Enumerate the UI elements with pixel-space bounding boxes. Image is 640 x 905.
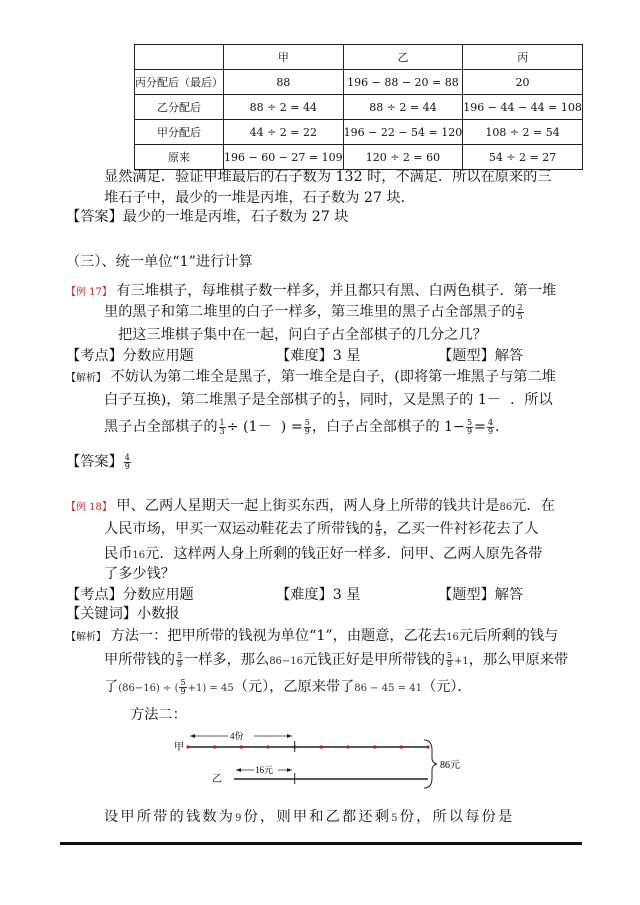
table-row: [135, 70, 583, 95]
table-cell: 54 ÷ 2 = 27: [463, 145, 583, 170]
table-cell: 乙分配后: [135, 95, 224, 120]
table-cell: 196 − 44 − 44 = 108: [463, 95, 583, 120]
solution-text: （元），乙原来带了: [233, 679, 355, 695]
solution-line: [66, 626, 558, 648]
example-17-line: [104, 302, 525, 322]
arrow-head-left: [236, 768, 241, 772]
fraction: $\frac{4}{9}$: [487, 417, 494, 436]
label-yi: 乙: [212, 774, 222, 785]
example-18-line: [104, 519, 539, 539]
table-cell: 196 − 60 − 27 = 109: [224, 145, 344, 170]
answer-label: 【答案】: [66, 454, 123, 470]
solution-text: ，那么甲原来带: [468, 652, 569, 668]
solution-text: 设甲所带的钱数为: [104, 809, 236, 825]
solution-text: =: [474, 419, 486, 435]
problem-text: ，乙买一件衬衫花去了人: [382, 521, 539, 537]
tick-dot: [346, 745, 349, 748]
table-cell: 44 ÷ 2 = 22: [224, 120, 344, 145]
problem-text: 有三堆棋子，每堆棋子数一样多，并且都只有黑、白两色棋子．第一堆: [116, 283, 557, 299]
method-two-label: 方法二：: [130, 707, 187, 723]
tick-dot: [240, 745, 243, 748]
meta-row: [66, 346, 596, 366]
fraction: $\frac{4}{9}$: [375, 519, 381, 538]
table-header-cell: 丙: [463, 45, 583, 70]
table-cell: 120 ÷ 2 = 60: [343, 145, 463, 170]
solution-text: ，同时，又是黑子的 1－: [345, 392, 502, 408]
table-cell: 丙分配后（最后）: [135, 70, 224, 95]
fraction: $\frac{4}{9}$: [124, 452, 130, 471]
answer-line: 【答案】最少的一堆是丙堆，石子数为 27 块: [66, 209, 349, 225]
fraction: $\frac{1}{3}$: [338, 390, 344, 409]
fraction: $\frac{5}{9}$: [466, 417, 473, 436]
problem-text: 把这三堆棋子集中在一起，问白子占全部棋子的几分之几？: [118, 327, 487, 343]
expression: +1) = 45: [187, 683, 234, 694]
number: 16: [132, 550, 146, 561]
table-cell: 原来: [135, 145, 224, 170]
table-cell: 20: [463, 70, 583, 95]
example-18-line: [66, 496, 555, 518]
solution-line: [66, 367, 556, 389]
problem-text: 里的黑子和第二堆里的白子一样多，第三堆里的黑子占全部黑子的: [104, 304, 516, 320]
table-row: [135, 120, 583, 145]
nandu: 【难度】3 星: [276, 348, 361, 364]
solution-text: ．所以: [510, 392, 553, 408]
fraction: $\frac{2}{5}$: [517, 302, 523, 321]
table-cell: 196 − 22 − 54 = 120: [343, 120, 463, 145]
fraction: $\frac{5}{9}$: [304, 417, 310, 436]
kaodian: 【考点】分数应用题: [66, 348, 194, 364]
solution-text: 方法一：把甲所带的钱视为单位“1”，由题意，乙花去: [110, 628, 447, 644]
fraction: $\frac{5}{9}$: [180, 677, 186, 696]
solution-line: [104, 807, 514, 829]
number: 86: [499, 502, 513, 513]
analysis-tag: 【解析】: [66, 373, 106, 384]
answer-line: [66, 452, 132, 472]
problem-text: 元．在: [512, 498, 555, 514]
tick-dot: [426, 745, 429, 748]
solution-text: （元）．: [421, 679, 472, 695]
tick-dot: [320, 745, 323, 748]
table-cell: 108 ÷ 2 = 54: [463, 120, 583, 145]
table-row: [135, 145, 583, 170]
expression: 86 − 45 = 41: [354, 683, 422, 694]
solution-text: 份，所以每份是: [399, 809, 515, 825]
table-row: [135, 95, 583, 120]
solution-text: 黑子占全部棋子的: [104, 419, 218, 435]
solution-text: 一样多，那么: [184, 652, 270, 668]
conclusion-line: 显然满足．验证甲堆最后的石子数为 132 时，不满足．所以在原来的三: [104, 169, 552, 185]
table-cell: 196 − 88 − 20 = 88: [343, 70, 463, 95]
solution-text: 份，则甲和乙都还剩: [243, 809, 392, 825]
solution-line: [104, 677, 472, 699]
problem-text: 人民市场，甲买一双运动鞋花去了所带钱的: [104, 521, 374, 537]
bottom-rule: [60, 842, 582, 845]
nandu: 【难度】3 星: [276, 587, 361, 603]
four-parts-label: 4份: [230, 731, 244, 741]
solution-text: ÷ (1－: [226, 419, 272, 435]
table-header-cell: 乙: [343, 45, 463, 70]
tick-dot: [373, 745, 376, 748]
meta-row: [66, 585, 596, 605]
problem-text: 民币: [104, 546, 133, 562]
sixteen-yuan-label: 16元: [255, 765, 274, 775]
solution-text: 元后所剩的钱与: [458, 628, 559, 644]
conclusion-line: 堆石子中，最少的一堆是丙堆，石子数为 27 块．: [104, 190, 415, 206]
number: 16: [446, 632, 459, 643]
table-cell: 88: [224, 70, 344, 95]
solution-text: ，白子占全部棋子的 1−: [311, 419, 465, 435]
problem-text: 了多少钱？: [104, 566, 175, 582]
table-header-cell: 甲: [224, 45, 344, 70]
expression: +1: [454, 656, 469, 667]
tick-dot: [213, 745, 216, 748]
solution-line: [104, 650, 568, 672]
arrow-head-right: [287, 768, 292, 772]
number: 9: [235, 813, 244, 824]
table-header-row: [135, 45, 583, 70]
solution-line: 黑子占全部棋子的 $\frac{1}{3}$ ÷ (1－ ) = $\frac{5}{9}$ ，白子占全部棋子的 1− $\frac{5}{9}$ = $\frac{4}{9}$ .: [104, 417, 500, 436]
line-segment-diagram: [160, 728, 480, 798]
table-cell: 甲分配后: [135, 120, 224, 145]
tick-dot: [266, 745, 269, 748]
table-cell: 88 ÷ 2 = 44: [343, 95, 463, 120]
example-18-line: [104, 544, 542, 566]
problem-text: 元．这样两人身上所剩的钱正好一样多．问甲、乙两人原先各带: [145, 546, 543, 562]
table-cell: 88 ÷ 2 = 44: [224, 95, 344, 120]
arrow-head-left: [190, 734, 195, 738]
arrow-head-right: [287, 734, 292, 738]
solution-text: 甲所带钱的: [104, 652, 175, 668]
analysis-tag: 【解析】: [66, 632, 106, 643]
total-label: 86元: [440, 760, 460, 771]
tixing: 【题型】解答: [438, 587, 524, 603]
solution-text: 不妨认为第二堆全是黑子，第一堆全是白子，(即将第一堆黑子与第二堆: [110, 369, 556, 385]
section-title: （三）、统一单位“1”进行计算: [66, 254, 253, 270]
example-17-line: [66, 281, 556, 303]
table-header-cell: [135, 45, 224, 70]
number: 5: [391, 813, 400, 824]
solution-text: 了: [104, 679, 119, 695]
label-jia: 甲: [174, 742, 184, 753]
kaodian: 【考点】分数应用题: [66, 587, 194, 603]
example-tag: 【例 17】: [66, 287, 112, 298]
distribution-table: [134, 44, 583, 170]
problem-text: 甲、乙两人星期天一起上街买东西，两人身上所带的钱共计是: [116, 498, 500, 514]
expression: 86−16: [269, 656, 304, 667]
solution-text: ) =: [280, 419, 303, 435]
tick-dot: [400, 745, 403, 748]
tixing: 【题型】解答: [438, 348, 524, 364]
example-tag: 【例 18】: [66, 502, 112, 513]
solution-text: 白子互换)，第二堆黑子是全部棋子的: [104, 392, 337, 408]
fraction: $\frac{5}{9}$: [446, 650, 452, 669]
fraction: $\frac{5}{9}$: [176, 650, 183, 669]
solution-text: 元钱正好是甲所带钱的: [303, 652, 445, 668]
keyword-line: 【关键词】小数报: [66, 606, 180, 622]
fraction: $\frac{1}{3}$: [219, 417, 225, 436]
tick-dot: [186, 745, 189, 748]
expression: (86−16) ÷ (: [118, 683, 179, 694]
solution-line: [104, 390, 553, 410]
